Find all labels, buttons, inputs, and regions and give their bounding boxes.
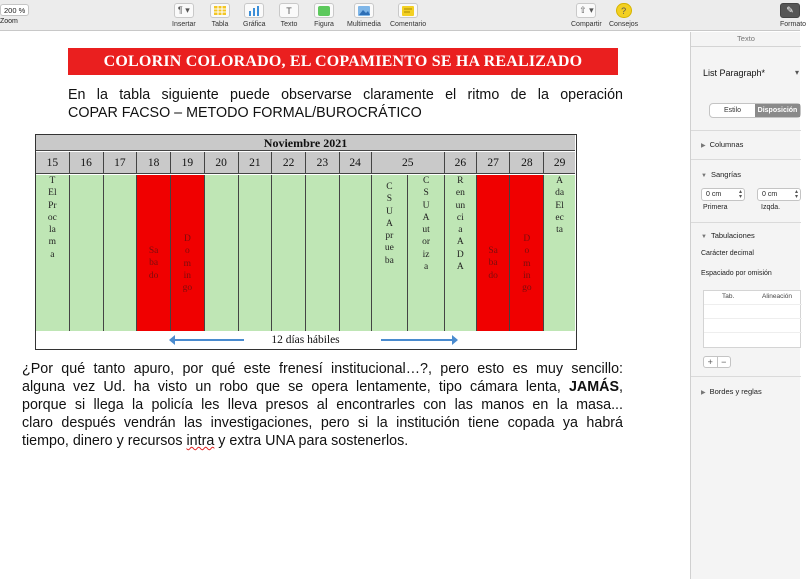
segment-style[interactable]: Estilo (723, 107, 742, 114)
media-icon (354, 3, 374, 18)
day-cell-20[interactable] (205, 175, 239, 331)
day-header: 17 (104, 152, 138, 174)
disclosure-down-icon: ▼ (701, 234, 707, 240)
format-button[interactable]: ✎ Formato (780, 5, 806, 28)
cell-text: Sabado (488, 246, 498, 281)
day-header: 21 (239, 152, 273, 174)
default-spacing-label: Espaciado por omisión (701, 270, 772, 277)
cell-text: Renuncia ADA (455, 176, 466, 273)
day-cell-22[interactable] (272, 175, 306, 331)
day-cell-26[interactable] (445, 175, 477, 331)
day-cell-19[interactable] (171, 175, 205, 331)
alignment-column-header: Alineación (762, 293, 792, 300)
document-canvas[interactable] (0, 32, 690, 579)
divider (691, 222, 801, 223)
left-indent-stepper[interactable]: 0 cm ▴ ▾ (757, 188, 801, 201)
toolbar (0, 0, 806, 31)
day-cell-18[interactable] (137, 175, 171, 331)
divider (691, 46, 801, 47)
text-button[interactable]: T Texto (279, 3, 299, 28)
media-button[interactable]: Multimedia (347, 3, 381, 28)
body-line-2: alguna vez Ud. ha visto un robo que se opera lentamente, tipo cámara lenta, JAMÁS, (22, 379, 623, 395)
intro-paragraph[interactable] (68, 86, 623, 122)
day-cell-15[interactable] (36, 175, 70, 331)
day-header: 22 (272, 152, 306, 174)
body-line-5: tiempo, dinero y recursos intra y extra UNA para sostenerlos. (22, 433, 409, 449)
cell-text: TEl Proclama (47, 176, 57, 260)
paragraph-style-selector[interactable]: List Paragraph* (703, 68, 766, 78)
share-button[interactable]: ⇧ ▾ Compartir (571, 5, 602, 28)
day-cell-25[interactable] (372, 175, 445, 331)
format-inspector (690, 32, 800, 579)
tab-stops-table[interactable] (703, 290, 801, 348)
day-header: 20 (205, 152, 239, 174)
business-days-label: 12 días hábiles (271, 334, 340, 346)
day-header: 29 (553, 157, 566, 169)
add-icon[interactable]: + (707, 357, 713, 367)
inspector-segmented-control[interactable] (709, 103, 801, 118)
title-banner: COLORIN COLORADO, EL COPAMIENTO SE HA REALIZADO (68, 48, 618, 75)
brush-icon: ✎ (780, 3, 800, 18)
insert-button[interactable]: ¶ ▾ Insertar (172, 5, 196, 28)
text-box-icon: T (279, 3, 299, 18)
day-cell-27[interactable] (477, 175, 511, 331)
chart-button[interactable]: Gráfica (243, 3, 266, 28)
calendar-title: Noviembre 2021 (36, 135, 575, 151)
day-header: 18 (137, 152, 171, 174)
zoom-value[interactable]: 200 % (0, 4, 29, 16)
remove-icon[interactable]: − (717, 357, 731, 367)
divider (691, 159, 801, 160)
comment-icon (398, 3, 418, 18)
cell-text: CSU Aprueba (384, 182, 394, 266)
day-header: 24 (340, 152, 372, 174)
add-remove-tab-control[interactable] (703, 356, 731, 368)
shape-icon (314, 3, 334, 18)
cell-text: CSU Autoriza (422, 176, 431, 273)
day-cell-25-csu-aprueba[interactable] (372, 175, 408, 331)
table-button[interactable]: Tabla (210, 3, 230, 28)
paragraph-icon: ¶ ▾ (174, 3, 194, 18)
calendar-body-row (36, 175, 575, 331)
tabs-section[interactable]: ▼ Tabulaciones (701, 231, 755, 240)
comment-button[interactable]: Comentario (390, 3, 426, 28)
day-header: 16 (70, 152, 104, 174)
divider (691, 130, 801, 131)
disclosure-down-icon: ▼ (701, 173, 707, 179)
day-cell-17[interactable] (104, 175, 138, 331)
shape-button[interactable]: Figura (314, 3, 334, 28)
zoom-control[interactable] (0, 4, 29, 25)
day-header: 23 (306, 152, 340, 174)
calendar-header-row (36, 152, 575, 174)
chart-icon (244, 3, 264, 18)
indents-section[interactable]: ▼ Sangrías (701, 170, 741, 179)
stepper-arrows-icon[interactable]: ▴ ▾ (794, 189, 798, 200)
cell-text: Ada Electa (555, 176, 565, 236)
zoom-label: Zoom (0, 18, 18, 25)
decimal-char-label: Carácter decimal (701, 250, 754, 257)
stepper-arrows-icon[interactable]: ▴ ▾ (738, 189, 742, 200)
day-header: 28 (510, 152, 544, 174)
day-header: 19 (171, 152, 205, 174)
day-header: 25 (372, 152, 445, 174)
calendar-footer (36, 332, 575, 348)
body-line-1: ¿Por qué tanto apuro, por qué este frenesí institucional…?, pero esto es muy sencillo: (22, 361, 623, 377)
cell-text: Sabado (148, 246, 159, 281)
tips-button[interactable]: ? Consejos (609, 3, 638, 28)
segment-layout[interactable]: Disposición (755, 104, 800, 117)
intro-line-2: COPAR FACSO – METODO FORMAL/BUROCRÁTICO (68, 105, 422, 121)
body-paragraph[interactable] (22, 360, 623, 450)
disclosure-right-icon: ▶ (701, 390, 706, 396)
day-cell-29[interactable] (544, 175, 575, 331)
day-header: 27 (477, 152, 511, 174)
day-header: 26 (445, 152, 477, 174)
tips-icon: ? (616, 3, 632, 18)
day-cell-25-csu-autoriza[interactable] (407, 175, 444, 331)
body-line-3: porque si llega la policía les lleva presos al encontrarles con las manos en la masa... (22, 397, 623, 413)
day-cell-28[interactable] (510, 175, 544, 331)
inspector-tab-text[interactable]: Texto (737, 34, 755, 43)
day-cell-23[interactable] (306, 175, 340, 331)
jamas-bold: JAMÁS (568, 379, 620, 395)
intro-line-1: En la tabla siguiente puede observarse claramente el ritmo de la operación (68, 87, 623, 103)
first-indent-label: Primera (703, 204, 728, 211)
cell-text: Domingo (522, 234, 532, 294)
calendar-table[interactable] (35, 134, 577, 350)
divider (691, 376, 801, 377)
day-cell-21[interactable] (239, 175, 273, 331)
right-arrow-icon (381, 339, 453, 341)
table-icon (210, 3, 230, 18)
spelling-error[interactable]: intra (186, 433, 215, 449)
body-line-4: claro después vendrán las investigaciones, pero si la institución tiene copada ya habrá (22, 415, 623, 431)
columns-section[interactable]: ▶ Columnas (701, 140, 744, 149)
day-cell-24[interactable] (340, 175, 372, 331)
day-cell-16[interactable] (70, 175, 104, 331)
first-indent-stepper[interactable]: 0 cm ▴ ▾ (701, 188, 745, 201)
cell-text: Domingo (182, 234, 193, 294)
left-indent-label: Izqda. (761, 204, 781, 211)
borders-section[interactable]: ▶ Bordes y reglas (701, 387, 762, 396)
left-arrow-icon (174, 339, 244, 341)
day-header: 15 (36, 152, 70, 174)
tab-column-header: Tab. (722, 293, 735, 300)
share-icon: ⇧ ▾ (576, 3, 596, 18)
disclosure-right-icon: ▶ (701, 143, 706, 149)
chevron-down-icon[interactable]: ▾ (795, 68, 800, 77)
